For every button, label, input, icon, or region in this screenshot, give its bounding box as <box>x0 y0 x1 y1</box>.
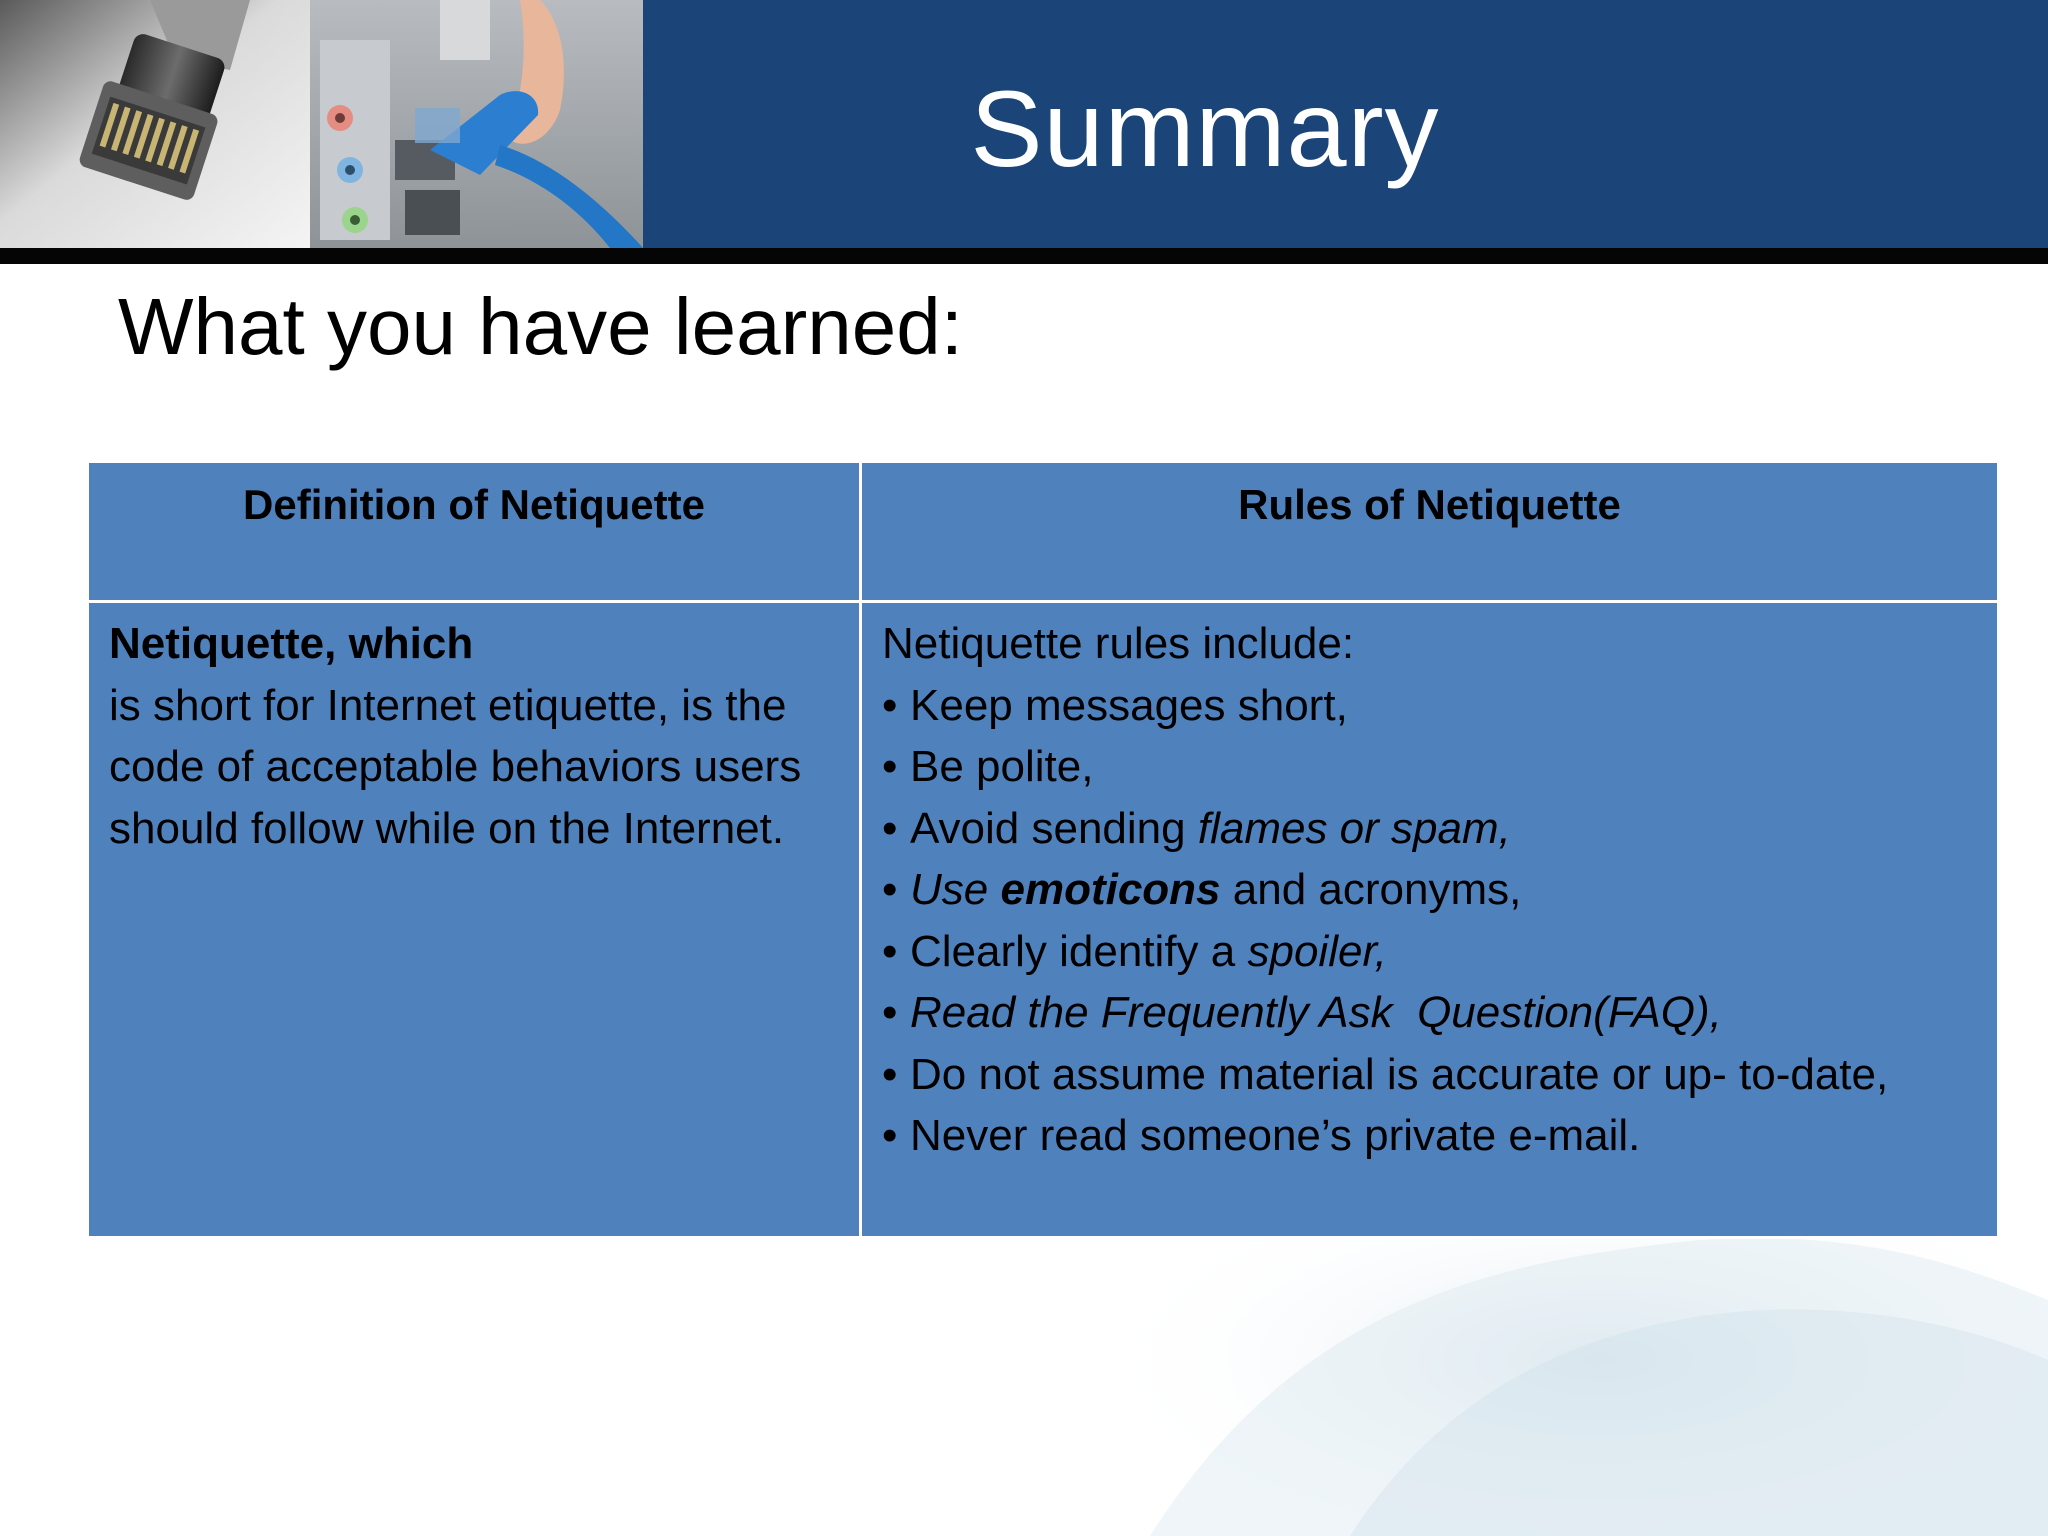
rules-intro: Netiquette rules include: <box>882 619 1355 668</box>
definition-body: is short for Internet etiquette, is the code of acceptable behaviors users should follow while on the Internet. <box>109 680 802 853</box>
definition-lead: Netiquette, which <box>109 619 474 668</box>
rule-text-italic: flames or spam, <box>1197 803 1511 853</box>
bullet: • <box>882 1049 898 1099</box>
bullet: • <box>882 1111 898 1160</box>
header-definition: Definition of Netiquette <box>88 462 861 602</box>
list-item <box>882 798 1977 860</box>
rule-text-italic: spoiler, <box>1247 926 1387 976</box>
list-item <box>882 1044 1977 1106</box>
rule-text: Avoid sending <box>910 803 1198 853</box>
ethernet-plug-photo <box>0 0 310 248</box>
summary-table <box>86 460 2000 1239</box>
rule-text: Keep messages short, <box>910 680 1348 730</box>
definition-cell <box>88 602 861 1238</box>
rule-text: Clearly identify a <box>910 926 1248 976</box>
list-item <box>882 675 1977 737</box>
bullet: • <box>882 926 898 976</box>
list-item <box>882 1105 1977 1167</box>
rule-text: Be polite, <box>910 742 1094 791</box>
bullet: • <box>882 680 898 730</box>
header-rules: Rules of Netiquette <box>861 462 1999 602</box>
list-item <box>882 982 1977 1044</box>
slide-subtitle: What you have learned: <box>118 282 963 371</box>
rule-text-bold-italic: emoticons <box>1000 865 1221 914</box>
rule-text-italic: Use <box>910 865 1001 914</box>
slide-title: Summary <box>970 68 1440 189</box>
list-item <box>882 921 1977 983</box>
bullet: • <box>882 803 898 853</box>
list-item <box>882 736 1977 798</box>
rule-text-italic: Read the Frequently Ask Question(FAQ), <box>910 988 1722 1037</box>
rule-text: Never read someone’s private e-mail. <box>910 1111 1641 1160</box>
rule-text: Do not assume material is accurate or up- to-date, <box>910 1049 1889 1099</box>
rule-text: and acronyms, <box>1220 865 1522 914</box>
table-header-row <box>88 462 1999 602</box>
rules-list <box>882 675 1977 1167</box>
bullet: • <box>882 742 898 791</box>
bullet: • <box>882 865 898 914</box>
header-divider <box>0 248 2048 264</box>
cable-plugging-into-pc-photo <box>310 0 643 248</box>
bullet: • <box>882 988 898 1037</box>
rules-cell <box>861 602 1999 1238</box>
list-item <box>882 859 1977 921</box>
table-body-row <box>88 602 1999 1238</box>
